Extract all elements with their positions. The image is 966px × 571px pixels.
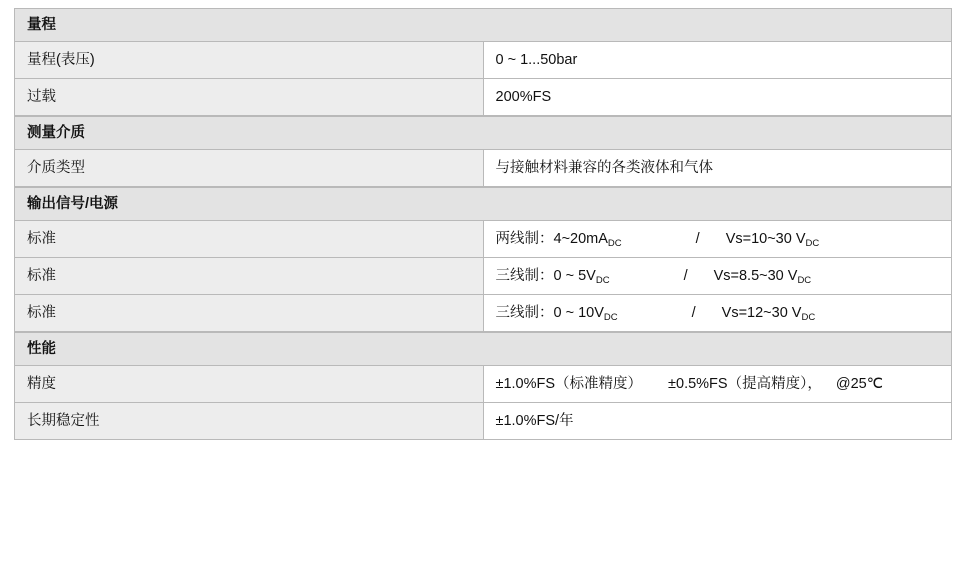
table-row (15, 366, 952, 403)
spec-table-medium-wrap (14, 116, 952, 187)
spec-table-performance-wrap (14, 332, 952, 440)
row-label: 标准 (15, 258, 484, 295)
spec-table-range (14, 8, 952, 116)
table-header-row (15, 117, 952, 150)
spec-table-medium (14, 116, 952, 187)
spec-table-performance (14, 332, 952, 440)
table-header-row (15, 333, 952, 366)
output-supply-text: Vs=12~30 V (721, 304, 802, 321)
row-label: 标准 (15, 295, 484, 332)
output-signal-text: 三线制：0 ~ 5V (495, 267, 596, 284)
row-value (483, 221, 952, 258)
row-value (483, 258, 952, 295)
table-row (15, 403, 952, 440)
output-signal-text: 两线制：4~20mA (495, 230, 608, 247)
row-value: 200%FS (483, 79, 952, 116)
table-row (15, 150, 952, 187)
output-signal-subscript: DC (603, 311, 618, 323)
spec-table-output-wrap (14, 187, 952, 332)
table-title: 测量介质 (15, 117, 952, 150)
output-slash: / (683, 267, 688, 284)
table-row (15, 221, 952, 258)
spec-table-output (14, 187, 952, 332)
table-row (15, 295, 952, 332)
row-value: 0 ~ 1...50bar (483, 42, 952, 79)
accuracy-enhanced: ±0.5%FS（提高精度）， (668, 375, 822, 392)
table-header-row (15, 188, 952, 221)
row-label: 精度 (15, 366, 484, 403)
spec-table-range-wrap (14, 0, 952, 116)
row-value (483, 295, 952, 332)
output-signal-text: 三线制：0 ~ 10V (495, 304, 604, 321)
output-slash: / (695, 230, 700, 247)
table-title: 输出信号/电源 (15, 188, 952, 221)
row-value (483, 366, 952, 403)
output-supply-subscript: DC (797, 274, 812, 286)
output-supply-subscript: DC (805, 237, 820, 249)
output-supply-text: Vs=8.5~30 V (713, 267, 798, 284)
accuracy-standard: ±1.0%FS（标准精度） (495, 375, 643, 392)
row-value: ±1.0%FS/年 (483, 403, 952, 440)
table-row (15, 42, 952, 79)
output-supply-subscript: DC (801, 311, 816, 323)
output-supply-text: Vs=10~30 V (725, 230, 806, 247)
output-signal-subscript: DC (595, 274, 610, 286)
row-label: 量程(表压) (15, 42, 484, 79)
row-label: 标准 (15, 221, 484, 258)
row-label: 过载 (15, 79, 484, 116)
table-header-row (15, 9, 952, 42)
output-signal-subscript: DC (607, 237, 622, 249)
output-slash: / (691, 304, 696, 321)
accuracy-temperature: @25℃ (835, 375, 883, 392)
table-row (15, 79, 952, 116)
row-label: 长期稳定性 (15, 403, 484, 440)
row-value: 与接触材料兼容的各类液体和气体 (483, 150, 952, 187)
table-title: 量程 (15, 9, 952, 42)
row-label: 介质类型 (15, 150, 484, 187)
table-row (15, 258, 952, 295)
table-title: 性能 (15, 333, 952, 366)
